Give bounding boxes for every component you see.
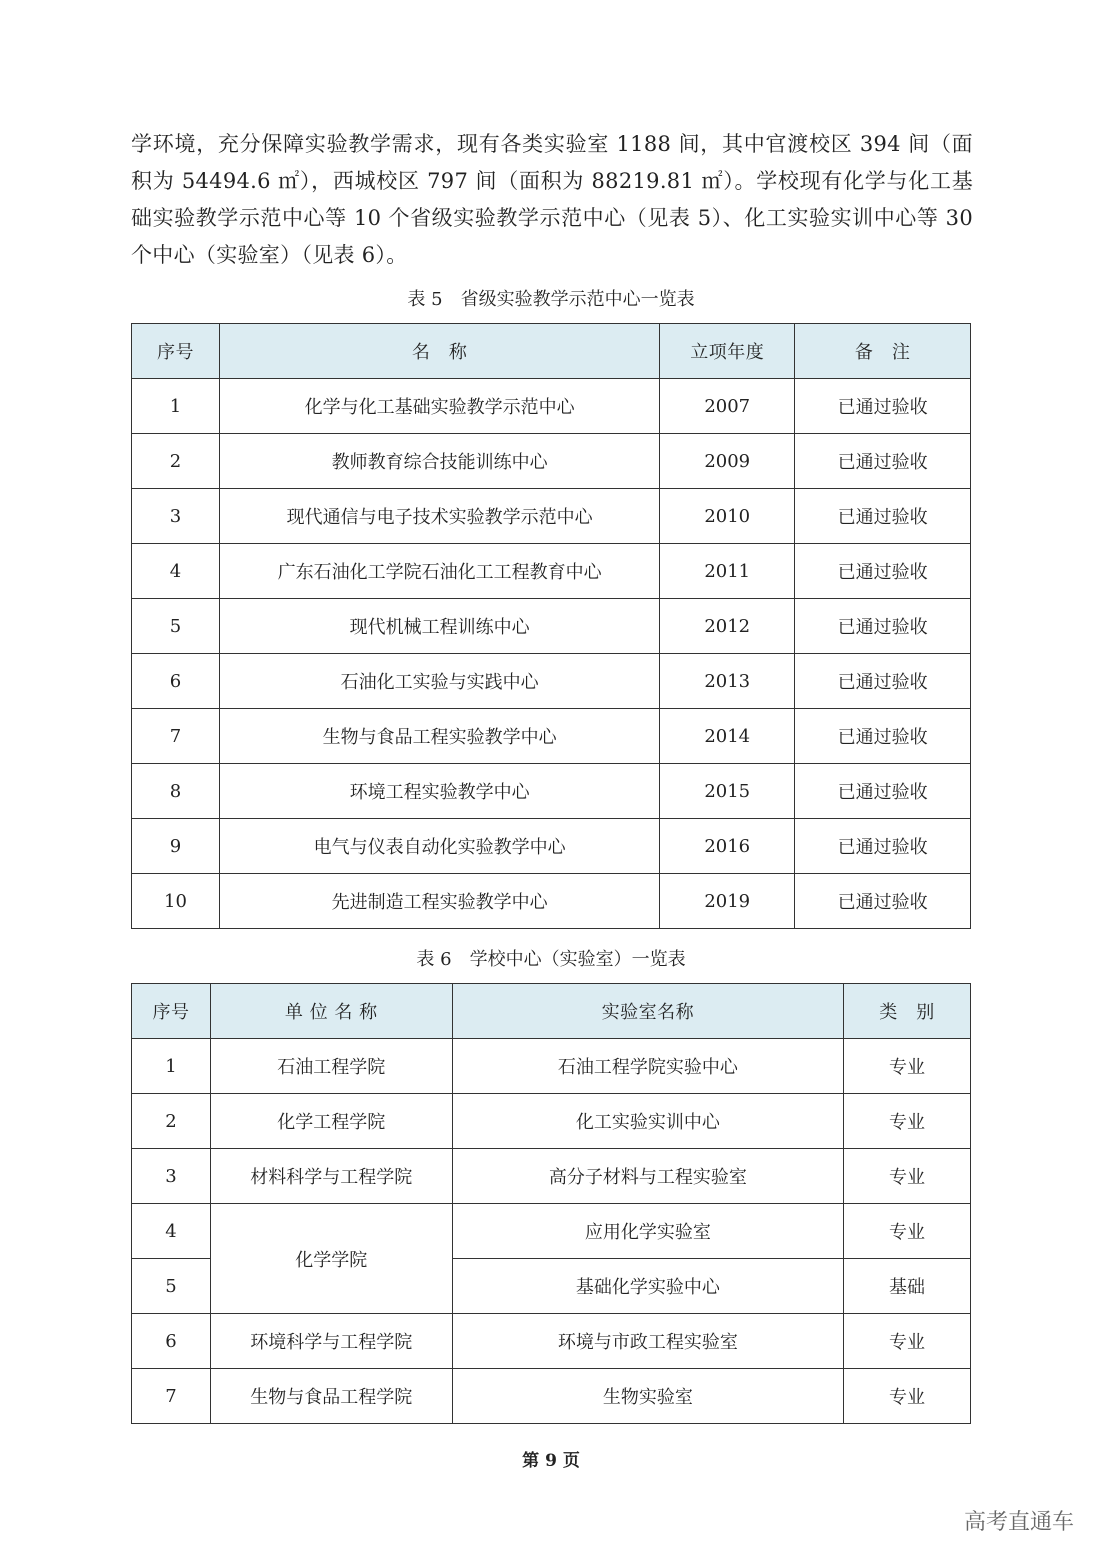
table5-header-remark: 备 注 (795, 324, 971, 379)
table5-provincial-centers (131, 323, 971, 929)
cell-lab: 化工实验实训中心 (452, 1094, 843, 1149)
cell-remark: 已通过验收 (795, 434, 971, 489)
cell-type: 专业 (844, 1039, 971, 1094)
table-row (132, 874, 971, 929)
cell-no: 4 (132, 544, 220, 599)
table5-header-row (132, 324, 971, 379)
table-row (132, 489, 971, 544)
cell-year: 2010 (660, 489, 795, 544)
table-row (132, 764, 971, 819)
table5-caption: 表 5 省级实验教学示范中心一览表 (407, 289, 695, 310)
table-row (132, 654, 971, 709)
cell-year: 2019 (660, 874, 795, 929)
cell-unit: 化学工程学院 (210, 1094, 452, 1149)
cell-no: 4 (132, 1204, 211, 1259)
table5-header-year: 立项年度 (660, 324, 795, 379)
cell-remark: 已通过验收 (795, 599, 971, 654)
cell-type: 专业 (844, 1149, 971, 1204)
cell-year: 2012 (660, 599, 795, 654)
cell-lab: 基础化学实验中心 (452, 1259, 843, 1314)
table-row (132, 434, 971, 489)
cell-remark: 已通过验收 (795, 489, 971, 544)
cell-unit: 石油工程学院 (210, 1039, 452, 1094)
cell-name: 石油化工实验与实践中心 (219, 654, 659, 709)
cell-no: 3 (132, 489, 220, 544)
cell-remark: 已通过验收 (795, 544, 971, 599)
cell-lab: 生物实验室 (452, 1369, 843, 1424)
table-row (132, 1369, 971, 1424)
table6-header-unit: 单 位 名 称 (210, 984, 452, 1039)
table-row (132, 1314, 971, 1369)
table5-header-name: 名 称 (219, 324, 659, 379)
table-row (132, 1204, 971, 1259)
cell-type: 专业 (844, 1204, 971, 1259)
cell-lab: 高分子材料与工程实验室 (452, 1149, 843, 1204)
cell-lab: 环境与市政工程实验室 (452, 1314, 843, 1369)
cell-name: 现代通信与电子技术实验教学示范中心 (219, 489, 659, 544)
cell-unit: 环境科学与工程学院 (210, 1314, 452, 1369)
cell-no: 2 (132, 434, 220, 489)
cell-year: 2013 (660, 654, 795, 709)
table6-header-type: 类 别 (844, 984, 971, 1039)
cell-remark: 已通过验收 (795, 764, 971, 819)
table6-caption: 表 6 学校中心（实验室）一览表 (416, 949, 686, 970)
table-row (132, 1094, 971, 1149)
table-row (132, 599, 971, 654)
cell-lab: 应用化学实验室 (452, 1204, 843, 1259)
table5-header-no: 序号 (132, 324, 220, 379)
cell-year: 2015 (660, 764, 795, 819)
cell-name: 先进制造工程实验教学中心 (219, 874, 659, 929)
table6-header-row (132, 984, 971, 1039)
cell-unit: 生物与食品工程学院 (210, 1369, 452, 1424)
cell-no: 9 (132, 819, 220, 874)
cell-year: 2011 (660, 544, 795, 599)
table-row (132, 1039, 971, 1094)
cell-unit: 材料科学与工程学院 (210, 1149, 452, 1204)
cell-name: 广东石油化工学院石油化工工程教育中心 (219, 544, 659, 599)
table-row (132, 819, 971, 874)
cell-name: 化学与化工基础实验教学示范中心 (219, 379, 659, 434)
cell-lab: 石油工程学院实验中心 (452, 1039, 843, 1094)
table6-school-labs (131, 983, 971, 1424)
cell-no: 7 (132, 1369, 211, 1424)
cell-name: 生物与食品工程实验教学中心 (219, 709, 659, 764)
cell-remark: 已通过验收 (795, 874, 971, 929)
cell-remark: 已通过验收 (795, 379, 971, 434)
cell-name: 电气与仪表自动化实验教学中心 (219, 819, 659, 874)
cell-year: 2009 (660, 434, 795, 489)
table-row (132, 709, 971, 764)
cell-no: 8 (132, 764, 220, 819)
cell-no: 1 (132, 1039, 211, 1094)
cell-remark: 已通过验收 (795, 654, 971, 709)
cell-no: 5 (132, 1259, 211, 1314)
table6-header-no: 序号 (132, 984, 211, 1039)
cell-no: 2 (132, 1094, 211, 1149)
cell-no: 5 (132, 599, 220, 654)
cell-no: 3 (132, 1149, 211, 1204)
table6-header-lab: 实验室名称 (452, 984, 843, 1039)
cell-type: 专业 (844, 1094, 971, 1149)
table-row (132, 379, 971, 434)
cell-type: 专业 (844, 1369, 971, 1424)
cell-remark: 已通过验收 (795, 709, 971, 764)
cell-no: 6 (132, 654, 220, 709)
cell-name: 现代机械工程训练中心 (219, 599, 659, 654)
table-row (132, 544, 971, 599)
cell-year: 2016 (660, 819, 795, 874)
cell-year: 2007 (660, 379, 795, 434)
cell-name: 教师教育综合技能训练中心 (219, 434, 659, 489)
page-number: 第 9 页 (522, 1451, 580, 1471)
cell-type: 专业 (844, 1314, 971, 1369)
watermark-text: 高考直通车 (963, 1510, 1074, 1535)
cell-remark: 已通过验收 (795, 819, 971, 874)
body-paragraph: 学环境，充分保障实验教学需求，现有各类实验室 1188 间，其中官渡校区 394 间（面积为 54494.6 ㎡），西城校区 797 间（面积为 88219.81 ㎡）。学校现有化学与化工基础实验教学示范中心等 10 个省级实验教学示范中心（见表 5）、化工实验实训中心等 30 个中心（实验室）（见表 6）。 (131, 132, 973, 267)
cell-unit-merged: 化学学院 (210, 1204, 452, 1314)
cell-year: 2014 (660, 709, 795, 764)
cell-no: 10 (132, 874, 220, 929)
table-row (132, 1149, 971, 1204)
cell-no: 6 (132, 1314, 211, 1369)
cell-type: 基础 (844, 1259, 971, 1314)
cell-no: 7 (132, 709, 220, 764)
cell-no: 1 (132, 379, 220, 434)
cell-name: 环境工程实验教学中心 (219, 764, 659, 819)
